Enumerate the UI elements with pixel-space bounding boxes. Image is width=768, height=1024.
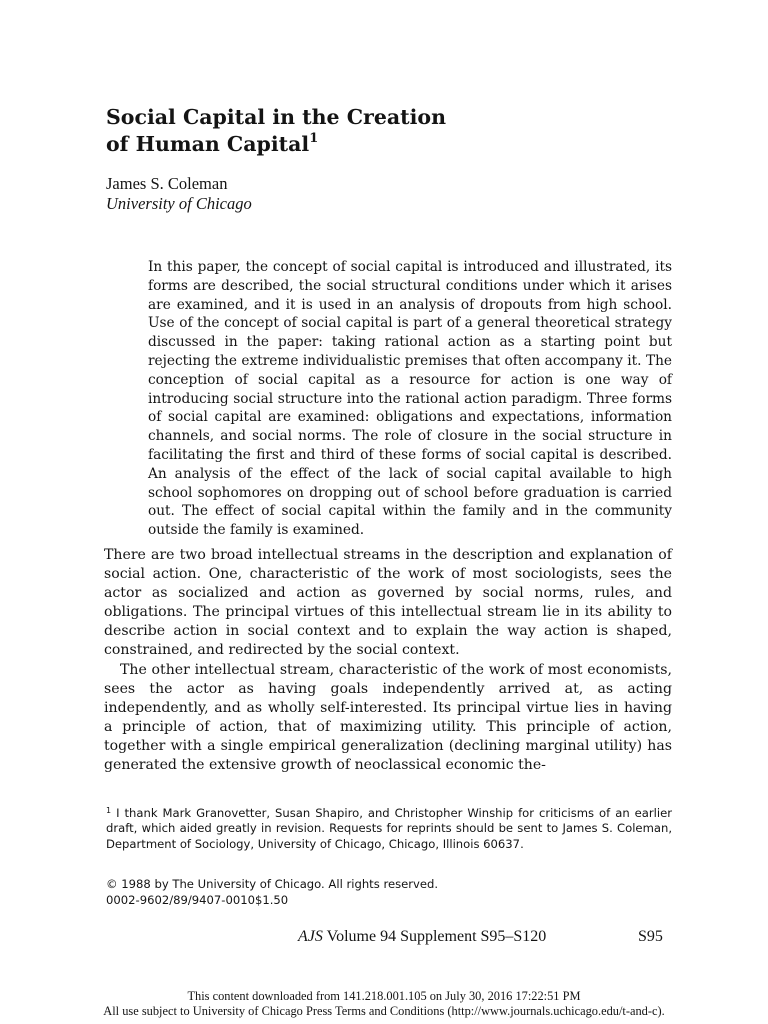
abstract: In this paper, the concept of social capital is introduced and illustrated, its forms are described, the social structural conditions under which it arises are examined, and it is used in an analysis of dropouts from high school. Use of the concept of social capital is part of a general theoretical strategy discussed in the paper: taking rational action as a starting point but rejecting the extreme individualistic premises that often accompany it. The conception of social capital as a resource for action is one way of introducing social structure into the rational action paradigm. Three forms of social capital are examined: obligations and expectations, information channels, and social norms. The role of closure in the social structure in facilitating the first and third of these forms of social capital is described. An analysis of the effect of the lack of social capital available to high school sophomores on dropping out of school before graduation is carried out. The effect of social capital within the family and in the community outside the family is examined. — [148, 259, 672, 539]
footnote — [106, 806, 672, 852]
body-paragraph-2: The other intellectual stream, characteristic of the work of most economists, sees the actor as having goals independently arrived at, as acting independently, and as wholly self-interested. Its principal virtue lies in having a principle of action, that of maximizing utility. This principle of action, together with a single empirical generalization (declining marginal utility) has generated the extensive growth of neoclassical economic the- — [104, 661, 672, 774]
copyright-block — [106, 877, 438, 908]
journal-details: Volume 94 Supplement S95–S120 — [322, 928, 547, 945]
author-name: James S. Coleman — [106, 174, 228, 193]
copyright-line: © 1988 by The University of Chicago. All rights reserved. — [106, 877, 439, 891]
footnote-mark: 1 — [106, 806, 112, 815]
page-number: S95 — [638, 928, 663, 945]
footnote-text: I thank Mark Granovetter, Susan Shapiro, and Christopher Winship for criticisms of an earlier draft, which aided greatly in revision. Requests for reprints should be sent to James S. Coleman, Department of Sociology, University of Chicago, Chicago, Illinois 60637. — [106, 806, 672, 851]
body-paragraph-1: There are two broad intellectual streams in the description and explanation of social action. One, characteristic of the work of most sociologists, sees the actor as socialized and action as governed by social norms, rules, and obligations. The principal virtues of this intellectual stream lie in its ability to describe action in social context and to explain the way action is shaped, constrained, and redirected by the social context. — [104, 547, 672, 659]
author-affiliation: University of Chicago — [106, 194, 252, 213]
article-title-line2: of Human Capital — [106, 132, 310, 156]
body-text — [104, 546, 672, 775]
download-notice: This content downloaded from 141.218.001.105 on July 30, 2016 17:22:51 PM — [187, 989, 581, 1003]
article-title-line1: Social Capital in the Creation — [106, 105, 447, 129]
issn-code: 0002-9602/89/9407-0010$1.50 — [106, 892, 289, 907]
author-block — [106, 174, 252, 214]
journal-name: AJS — [298, 928, 323, 945]
journal-citation — [298, 928, 546, 946]
article-title — [106, 104, 666, 158]
terms-notice: All use subject to University of Chicago Press Terms and Conditions (http://www.journals.uchicago.edu/t-and-c). — [103, 1004, 665, 1018]
title-footnote-mark[interactable]: 1 — [309, 131, 319, 146]
